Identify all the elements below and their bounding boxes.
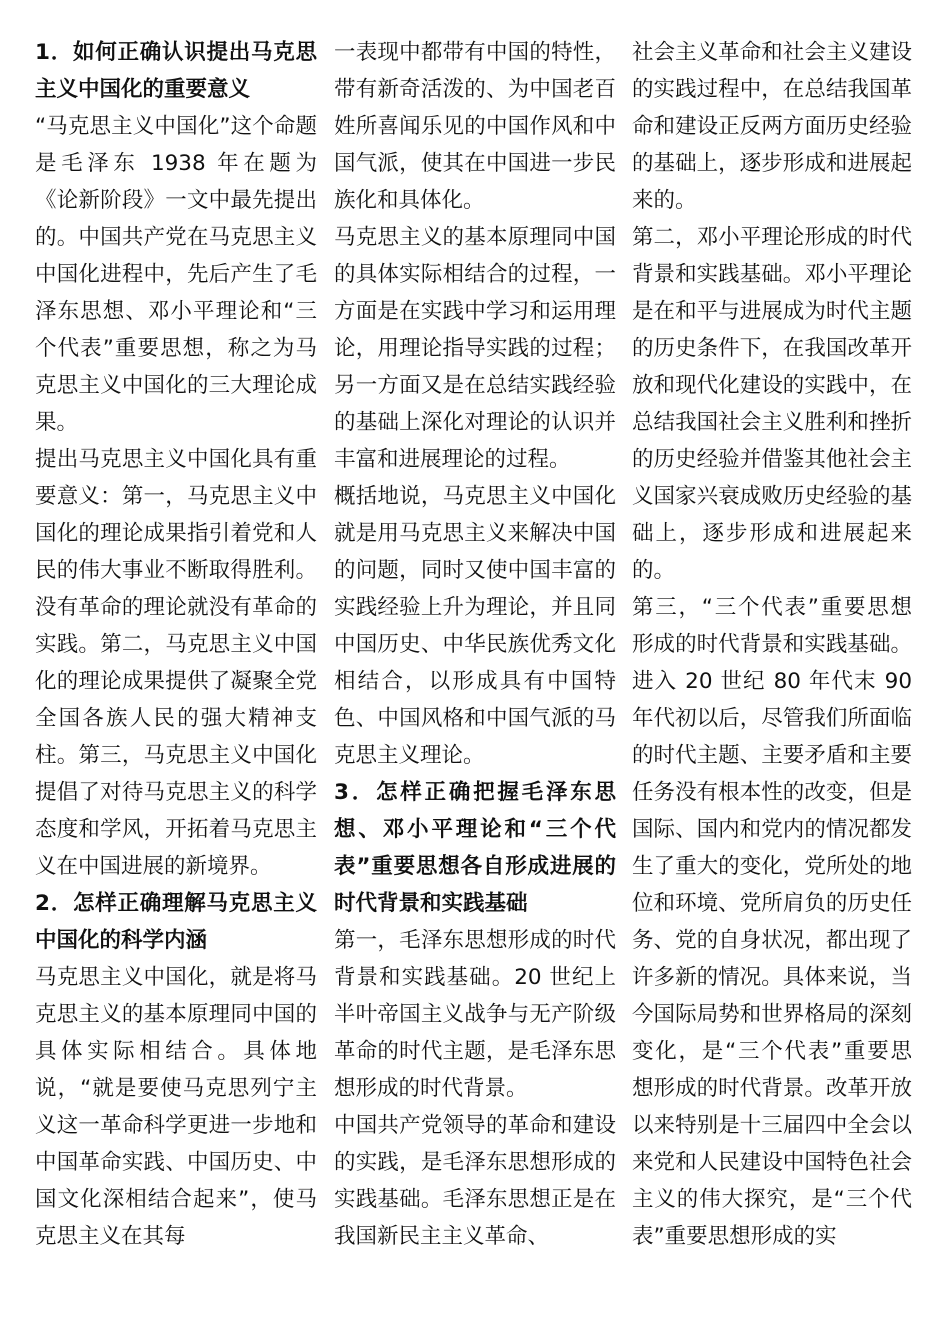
paragraph: 概括地说，马克思主义中国化就是用马克思主义来解决中国的问题，同时又使中国丰富的实践经验上升为理论，并且同中国历史、中华民族优秀文化相结合，以形成具有中国特色、中国风格和中国气派的马克思主义理论。 <box>334 484 616 768</box>
section-heading-3: 3．怎样正确把握毛泽东思想、邓小平理论和“三个代表”重要思想各自形成进展的时代背景和实践基础 <box>334 780 616 916</box>
paragraph: 第二，邓小平理论形成的时代背景和实践基础。邓小平理论是在和平与进展成为时代主题的历史条件下，在我国改革开放和现代化建设的实践中，在总结我国社会主义胜利和挫折的历史经验并借鉴其他社会主义国家兴衰成败历史经验的基础上，逐步形成和进展起来的。 <box>632 225 912 583</box>
text-column-3 <box>632 34 912 1255</box>
section-heading-2: 2．怎样正确理解马克思主义中国化的科学内涵 <box>35 891 317 953</box>
text-column-2 <box>334 34 616 1255</box>
paragraph: 第一，毛泽东思想形成的时代背景和实践基础。20 世纪上半叶帝国主义战争与无产阶级革命的时代主题，是毛泽东思想形成的时代背景。 <box>334 928 616 1101</box>
section-heading-1: 1．如何正确认识提出马克思主义中国化的重要意义 <box>35 40 317 102</box>
text-column-1 <box>35 34 317 1255</box>
paragraph: 一表现中都带有中国的特性，带有新奇活泼的、为中国老百姓所喜闻乐见的中国作风和中国气派，使其在中国进一步民族化和具体化。 <box>334 40 616 213</box>
paragraph: 中国共产党领导的革命和建设的实践，是毛泽东思想形成的实践基础。毛泽东思想正是在我国新民主主义革命、 <box>334 1113 616 1249</box>
paragraph: 提出马克思主义中国化具有重要意义：第一，马克思主义中国化的理论成果指引着党和人民的伟大事业不断取得胜利。没有革命的理论就没有革命的实践。第二，马克思主义中国化的理论成果提供了凝聚全党全国各族人民的强大精神支柱。第三，马克思主义中国化提倡了对待马克思主义的科学态度和学风，开拓着马克思主义在中国进展的新境界。 <box>35 447 317 879</box>
paragraph: 第三，“三个代表”重要思想形成的时代背景和实践基础。进入 20 世纪 80 年代末 90 年代初以后，尽管我们所面临的时代主题、主要矛盾和主要任务没有根本性的改变，但是国际、国内和党内的情况都发生了重大的变化，党所处的地位和环境、党所肩负的历史任务、党的自身状况，都出现了许多新的情况。具体来说，当今国际局势和世界格局的深刻变化，是“三个代表”重要思想形成的时代背景。改革开放以来特别是十三届四中全会以来党和人民建设中国特色社会主义的伟大探究，是“三个代表”重要思想形成的实 <box>632 595 912 1249</box>
paragraph: 社会主义革命和社会主义建设的实践过程中，在总结我国革命和建设正反两方面历史经验的基础上，逐步形成和进展起来的。 <box>632 40 912 213</box>
paragraph: 马克思主义的基本原理同中国的具体实际相结合的过程，一方面是在实践中学习和运用理论，用理论指导实践的过程；另一方面又是在总结实践经验的基础上深化对理论的认识并丰富和进展理论的过程。 <box>334 225 616 472</box>
paragraph: 马克思主义中国化，就是将马克思主义的基本原理同中国的具体实际相结合。具体地说，“就是要使马克思列宁主义这一革命科学更进一步地和中国革命实践、中国历史、中国文化深相结合起来”，使马克思主义在其每 <box>35 965 317 1249</box>
paragraph: “马克思主义中国化”这个命题是毛泽东 1938 年在题为《论新阶段》一文中最先提出的。中国共产党在马克思主义中国化进程中，先后产生了毛泽东思想、邓小平理论和“三个代表”重要思想，称之为马克思主义中国化的三大理论成果。 <box>35 114 317 435</box>
